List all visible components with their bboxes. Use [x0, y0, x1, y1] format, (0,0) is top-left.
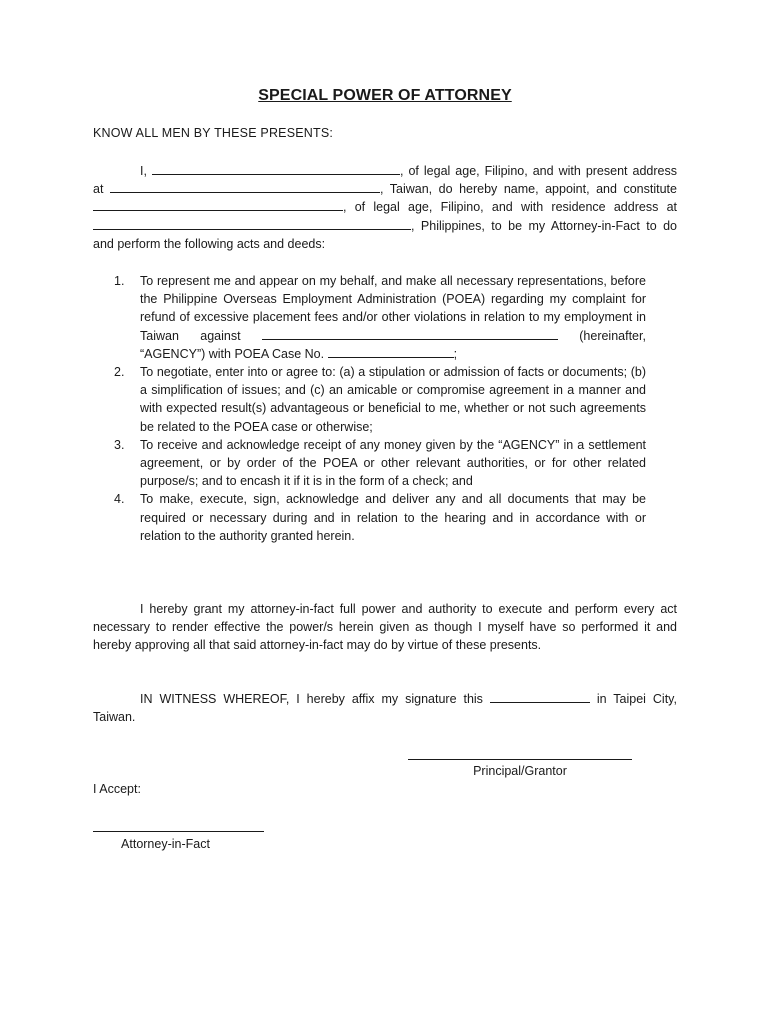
- item-4-text: To make, execute, sign, acknowledge and deliver any and all documents that may be required or necessary during and in relation to the hearing and in accordance with or relation to the authority granted herein.: [140, 492, 646, 543]
- attorney-signature-line[interactable]: [93, 831, 264, 832]
- item-number: 4.: [114, 492, 125, 507]
- principal-address-blank[interactable]: [110, 180, 380, 193]
- attorney-name-blank[interactable]: [93, 198, 343, 211]
- item-1-text-c: ;: [453, 346, 458, 361]
- item-number: 1.: [114, 274, 125, 288]
- principal-name-blank[interactable]: [152, 162, 400, 175]
- list-item: [110, 363, 646, 436]
- attorney-address-blank[interactable]: [93, 217, 411, 230]
- poea-case-no-blank[interactable]: [328, 345, 454, 358]
- list-item: [110, 436, 646, 491]
- principal-signature-line[interactable]: [408, 759, 632, 760]
- item-1-text-b: (hereinafter, “AGENCY”) with POEA Case No.: [140, 328, 646, 361]
- witness-text-a: IN WITNESS WHEREOF, I hereby affix my signature this: [140, 692, 483, 706]
- grant-text: I hereby grant my attorney-in-fact full power and authority to execute and perform every act necessary to render effective the power/s herein given as though I myself have so performed it and hereby approving all that said attorney-in-fact may do by virtue of these presents.: [93, 602, 677, 653]
- item-number: 2.: [114, 365, 125, 380]
- grant-paragraph: [93, 600, 677, 655]
- salutation: KNOW ALL MEN BY THESE PRESENTS:: [93, 126, 334, 140]
- intro-text-4: , of legal age, Filipino, and with residence address at: [343, 200, 677, 215]
- list-item: [110, 272, 646, 363]
- intro-text-2: , of legal age, Filipino, and with present address at: [93, 164, 677, 197]
- signature-date-blank[interactable]: [490, 690, 590, 703]
- item-3-text: To receive and acknowledge receipt of any money given by the “AGENCY” in a settlement agreement, or by order of the POEA or other relevant authorities, or for other related purpose/s; and to encash it if it is in the form of a check; and: [140, 437, 646, 489]
- acts-list: [110, 272, 646, 545]
- accept-label: I Accept:: [93, 782, 141, 796]
- intro-text-1: I,: [140, 164, 147, 178]
- intro-paragraph: [93, 162, 677, 253]
- intro-text-5: , Philippines, to be my Attorney-in-Fact to do and perform the following acts and deeds:: [93, 218, 677, 251]
- document-title: SPECIAL POWER OF ATTORNEY: [258, 87, 512, 104]
- list-item: [110, 490, 646, 545]
- item-2-text: To negotiate, enter into or agree to: (a) a stipulation or admission of facts or documents; (b) a simplification of issues; and (c) an amicable or compromise agreement in a manner and with expected result(s) advantageous or beneficial to me, whether or not such agreements be related to the POEA case or otherwise;: [140, 365, 646, 434]
- principal-label: Principal/Grantor: [473, 764, 567, 778]
- item-1-text-a: To represent me and appear on my behalf, and make all necessary representations, before the Philippine Overseas Employment Administration (POEA) regarding my complaint for refund of excessive placement fees and/or other violations in relation to my employment in Taiwan against: [140, 274, 646, 343]
- intro-text-3: , Taiwan, do hereby name, appoint, and constitute: [379, 182, 677, 197]
- witness-text-b: in Taipei City, Taiwan.: [93, 692, 677, 725]
- agency-name-blank[interactable]: [262, 327, 558, 340]
- witness-paragraph: [93, 690, 677, 726]
- item-number: 3.: [114, 437, 125, 452]
- attorney-label: Attorney-in-Fact: [121, 837, 210, 851]
